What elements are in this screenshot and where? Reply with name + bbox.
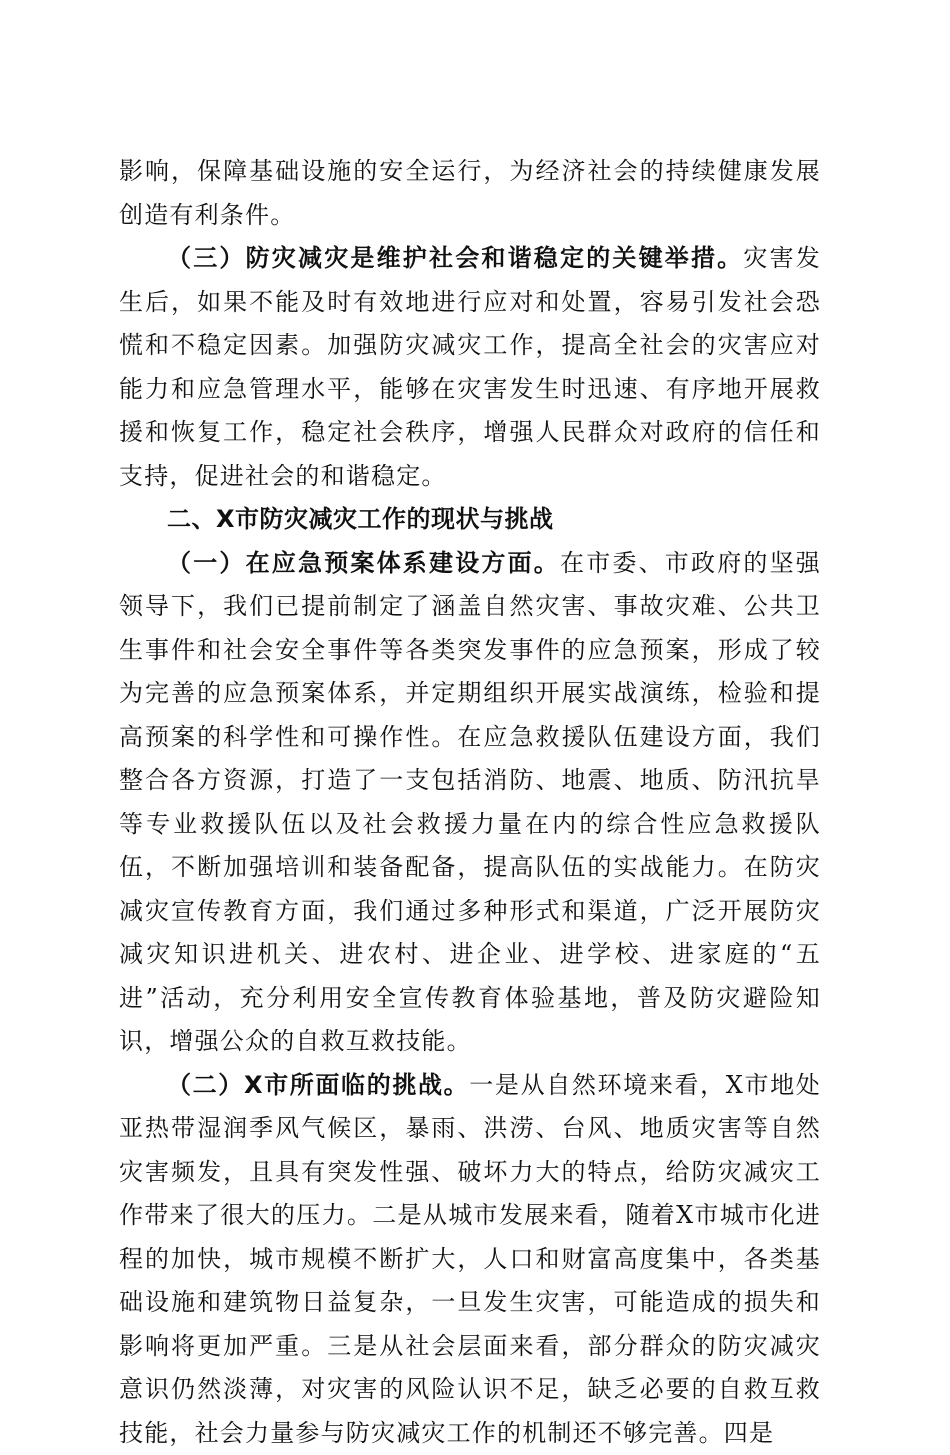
paragraph-5 [119,1064,821,1455]
paragraph-5-body: 一是从自然环境来看，X市地处亚热带湿润季风气候区，暴雨、洪涝、台风、地质灾害等自然灾害频发，且具有突发性强、破坏力大的特点，给防灾减灾工作带来了很大的压力。二是从城市发展来看，随着X市城市化进程的加快，城市规模不断扩大，人口和财富高度集中，各类基础设施和建筑物日益复杂，一旦发生灾害，可能造成的损失和影响将更加严重。三是从社会层面来看，部分群众的防灾减灾意识仍然淡薄，对灾害的风险认识不足，缺乏必要的自救互救技能，社会力量参与防灾减灾工作的机制还不够完善。四是 [119,1071,821,1447]
paragraph-3 [119,237,821,498]
paragraph-4-lead: （一）在应急预案体系建设方面。 [167,549,560,577]
paragraph-3-lead: （三）防灾减灾是维护社会和谐稳定的关键举措。 [167,244,743,272]
paragraph-4 [119,542,821,1064]
paragraph-4-body: 在市委、市政府的坚强领导下，我们已提前制定了涵盖自然灾害、事故灾难、公共卫生事件和社会安全事件等各类突发事件的应急预案，形成了较为完善的应急预案体系，并定期组织开展实战演练，检验和提高预案的科学性和可操作性。在应急救援队伍建设方面，我们整合各方资源，打造了一支包括消防、地震、地质、防汛抗旱等专业救援队伍以及社会救援力量在内的综合性应急救援队伍，不断加强培训和装备配备，提高队伍的实战能力。在防灾减灾宣传教育方面，我们通过多种形式和渠道，广泛开展防灾减灾知识进机关、进农村、进企业、进学校、进家庭的“五进”活动，充分利用安全宣传教育体验基地，普及防灾避险知识，增强公众的自救互救技能。 [119,549,821,1056]
paragraph-continuation: 影响，保障基础设施的安全运行，为经济社会的持续健康发展创造有利条件。 [119,150,821,237]
document-body [119,150,821,1455]
paragraph-3-body: 灾害发生后，如果不能及时有效地进行应对和处置，容易引发社会恐慌和不稳定因素。加强防灾减灾工作，提高全社会的灾害应对能力和应急管理水平，能够在灾害发生时迅速、有序地开展救援和恢复工作，稳定社会秩序，增强人民群众对政府的信任和支持，促进社会的和谐稳定。 [119,244,821,490]
section-heading: 二、X市防灾减灾工作的现状与挑战 [119,498,821,542]
paragraph-5-lead: （二）X市所面临的挑战。 [167,1071,469,1099]
